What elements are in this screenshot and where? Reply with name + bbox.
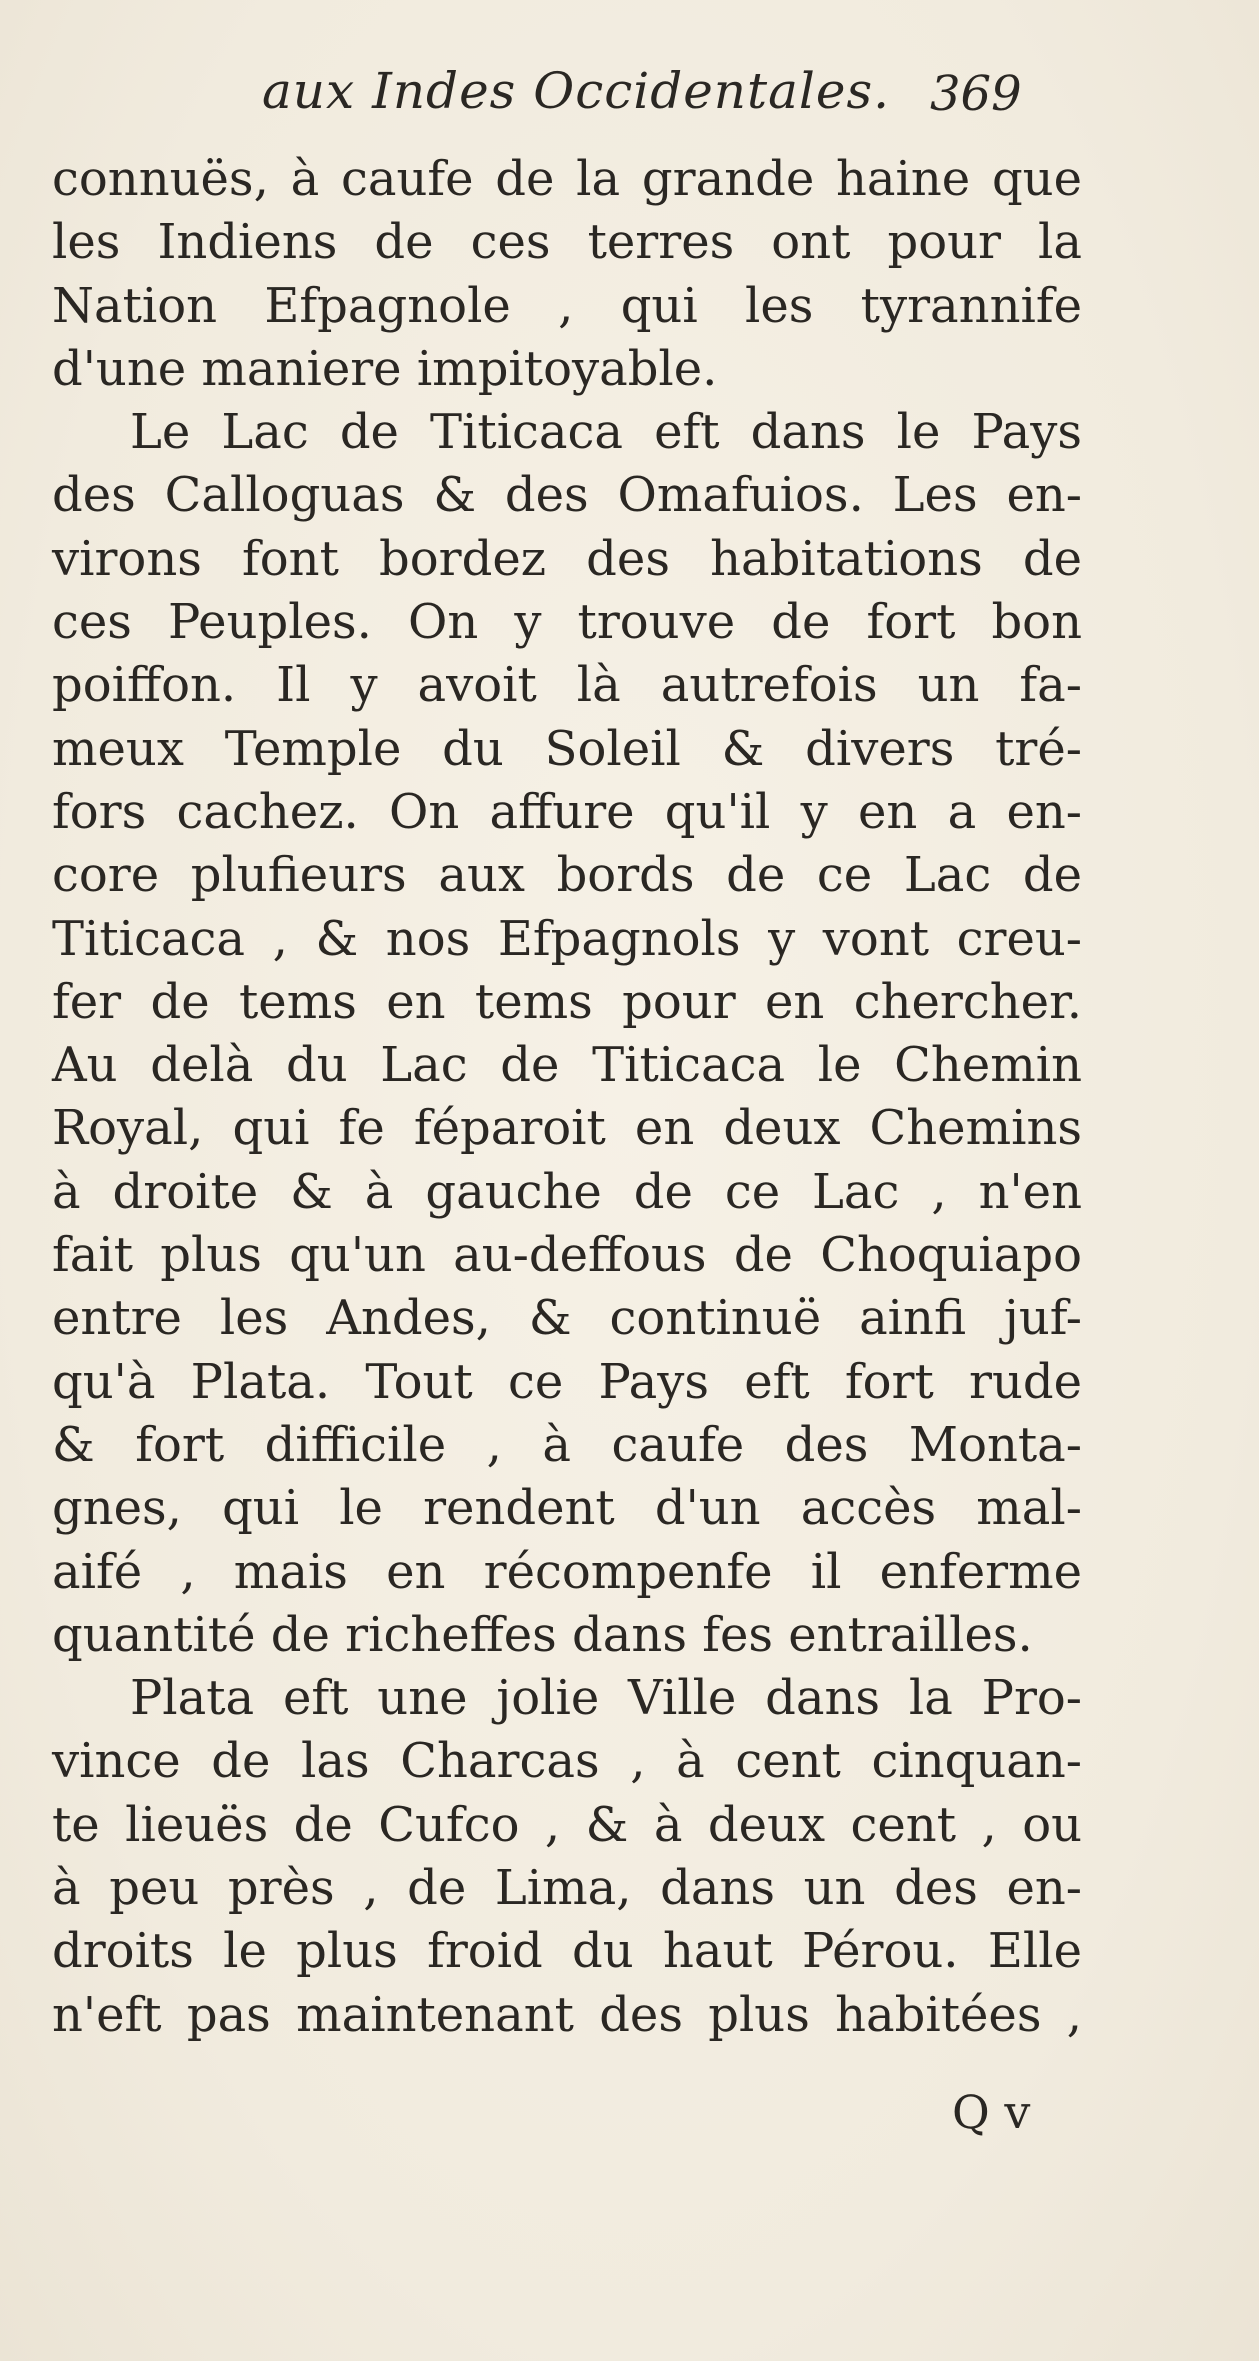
text-line: Au delà du Lac de Titicaca le Chemin	[52, 1037, 1082, 1094]
text-line: qu'à Plata. Tout ce Pays eft fort rude	[52, 1353, 1082, 1410]
page-number: 369	[930, 66, 1022, 122]
running-head: aux Indes Occidentales.	[262, 62, 891, 120]
text-line: fait plus qu'un au-deffous de Choquiapo	[52, 1227, 1082, 1284]
text-line: fors cachez. On affure qu'il y en a en-	[52, 783, 1082, 840]
text-line: quantité de richeffes dans fes entrailles.	[52, 1606, 1033, 1663]
text-line: gnes, qui le rendent d'un accès mal-	[52, 1480, 1082, 1537]
text-line: n'eft pas maintenant des plus habitées ,	[52, 1986, 1082, 2043]
text-line: vince de las Charcas , à cent cinquan-	[52, 1733, 1082, 1790]
text-line: Plata eft une jolie Ville dans la Pro-	[130, 1670, 1082, 1727]
body-text	[52, 148, 1082, 2047]
text-line: Royal, qui fe féparoit en deux Chemins	[52, 1100, 1082, 1157]
text-line: te lieuës de Cufco , & à deux cent , ou	[52, 1796, 1082, 1853]
text-line: ces Peuples. On y trouve de fort bon	[52, 594, 1082, 651]
text-line: à droite & à gauche de ce Lac , n'en	[52, 1163, 1082, 1220]
text-line: poiffon. Il y avoit là autrefois un fa-	[52, 657, 1082, 714]
text-line: fer de tems en tems pour en chercher.	[52, 973, 1082, 1030]
text-line: virons font bordez des habitations de	[52, 530, 1082, 587]
text-line: aifé , mais en récompenfe il enferme	[52, 1543, 1082, 1600]
text-line: Titicaca , & nos Efpagnols y vont creu-	[52, 910, 1082, 967]
text-line: connuës, à caufe de la grande haine que	[52, 151, 1082, 207]
text-line: Nation Efpagnole , qui les tyrannife	[52, 277, 1082, 334]
text-line: d'une maniere impitoyable.	[52, 340, 718, 397]
text-line: entre les Andes, & continuë ainfi juf-	[52, 1290, 1082, 1347]
text-line: des Calloguas & des Omafuios. Les en-	[52, 467, 1082, 524]
text-line: les Indiens de ces terres ont pour la	[52, 214, 1082, 271]
text-line: droits le plus froid du haut Pérou. Elle	[52, 1923, 1082, 1980]
catchword: Q v	[952, 2085, 1031, 2139]
page-header	[0, 62, 1259, 142]
text-line: & fort difficile , à caufe des Monta-	[52, 1416, 1082, 1473]
text-line: meux Temple du Soleil & divers tré-	[52, 720, 1082, 777]
text-line: core plufieurs aux bords de ce Lac de	[52, 847, 1082, 904]
text-line: Le Lac de Titicaca eft dans le Pays	[130, 404, 1082, 461]
text-line: à peu près , de Lima, dans un des en-	[52, 1860, 1082, 1917]
